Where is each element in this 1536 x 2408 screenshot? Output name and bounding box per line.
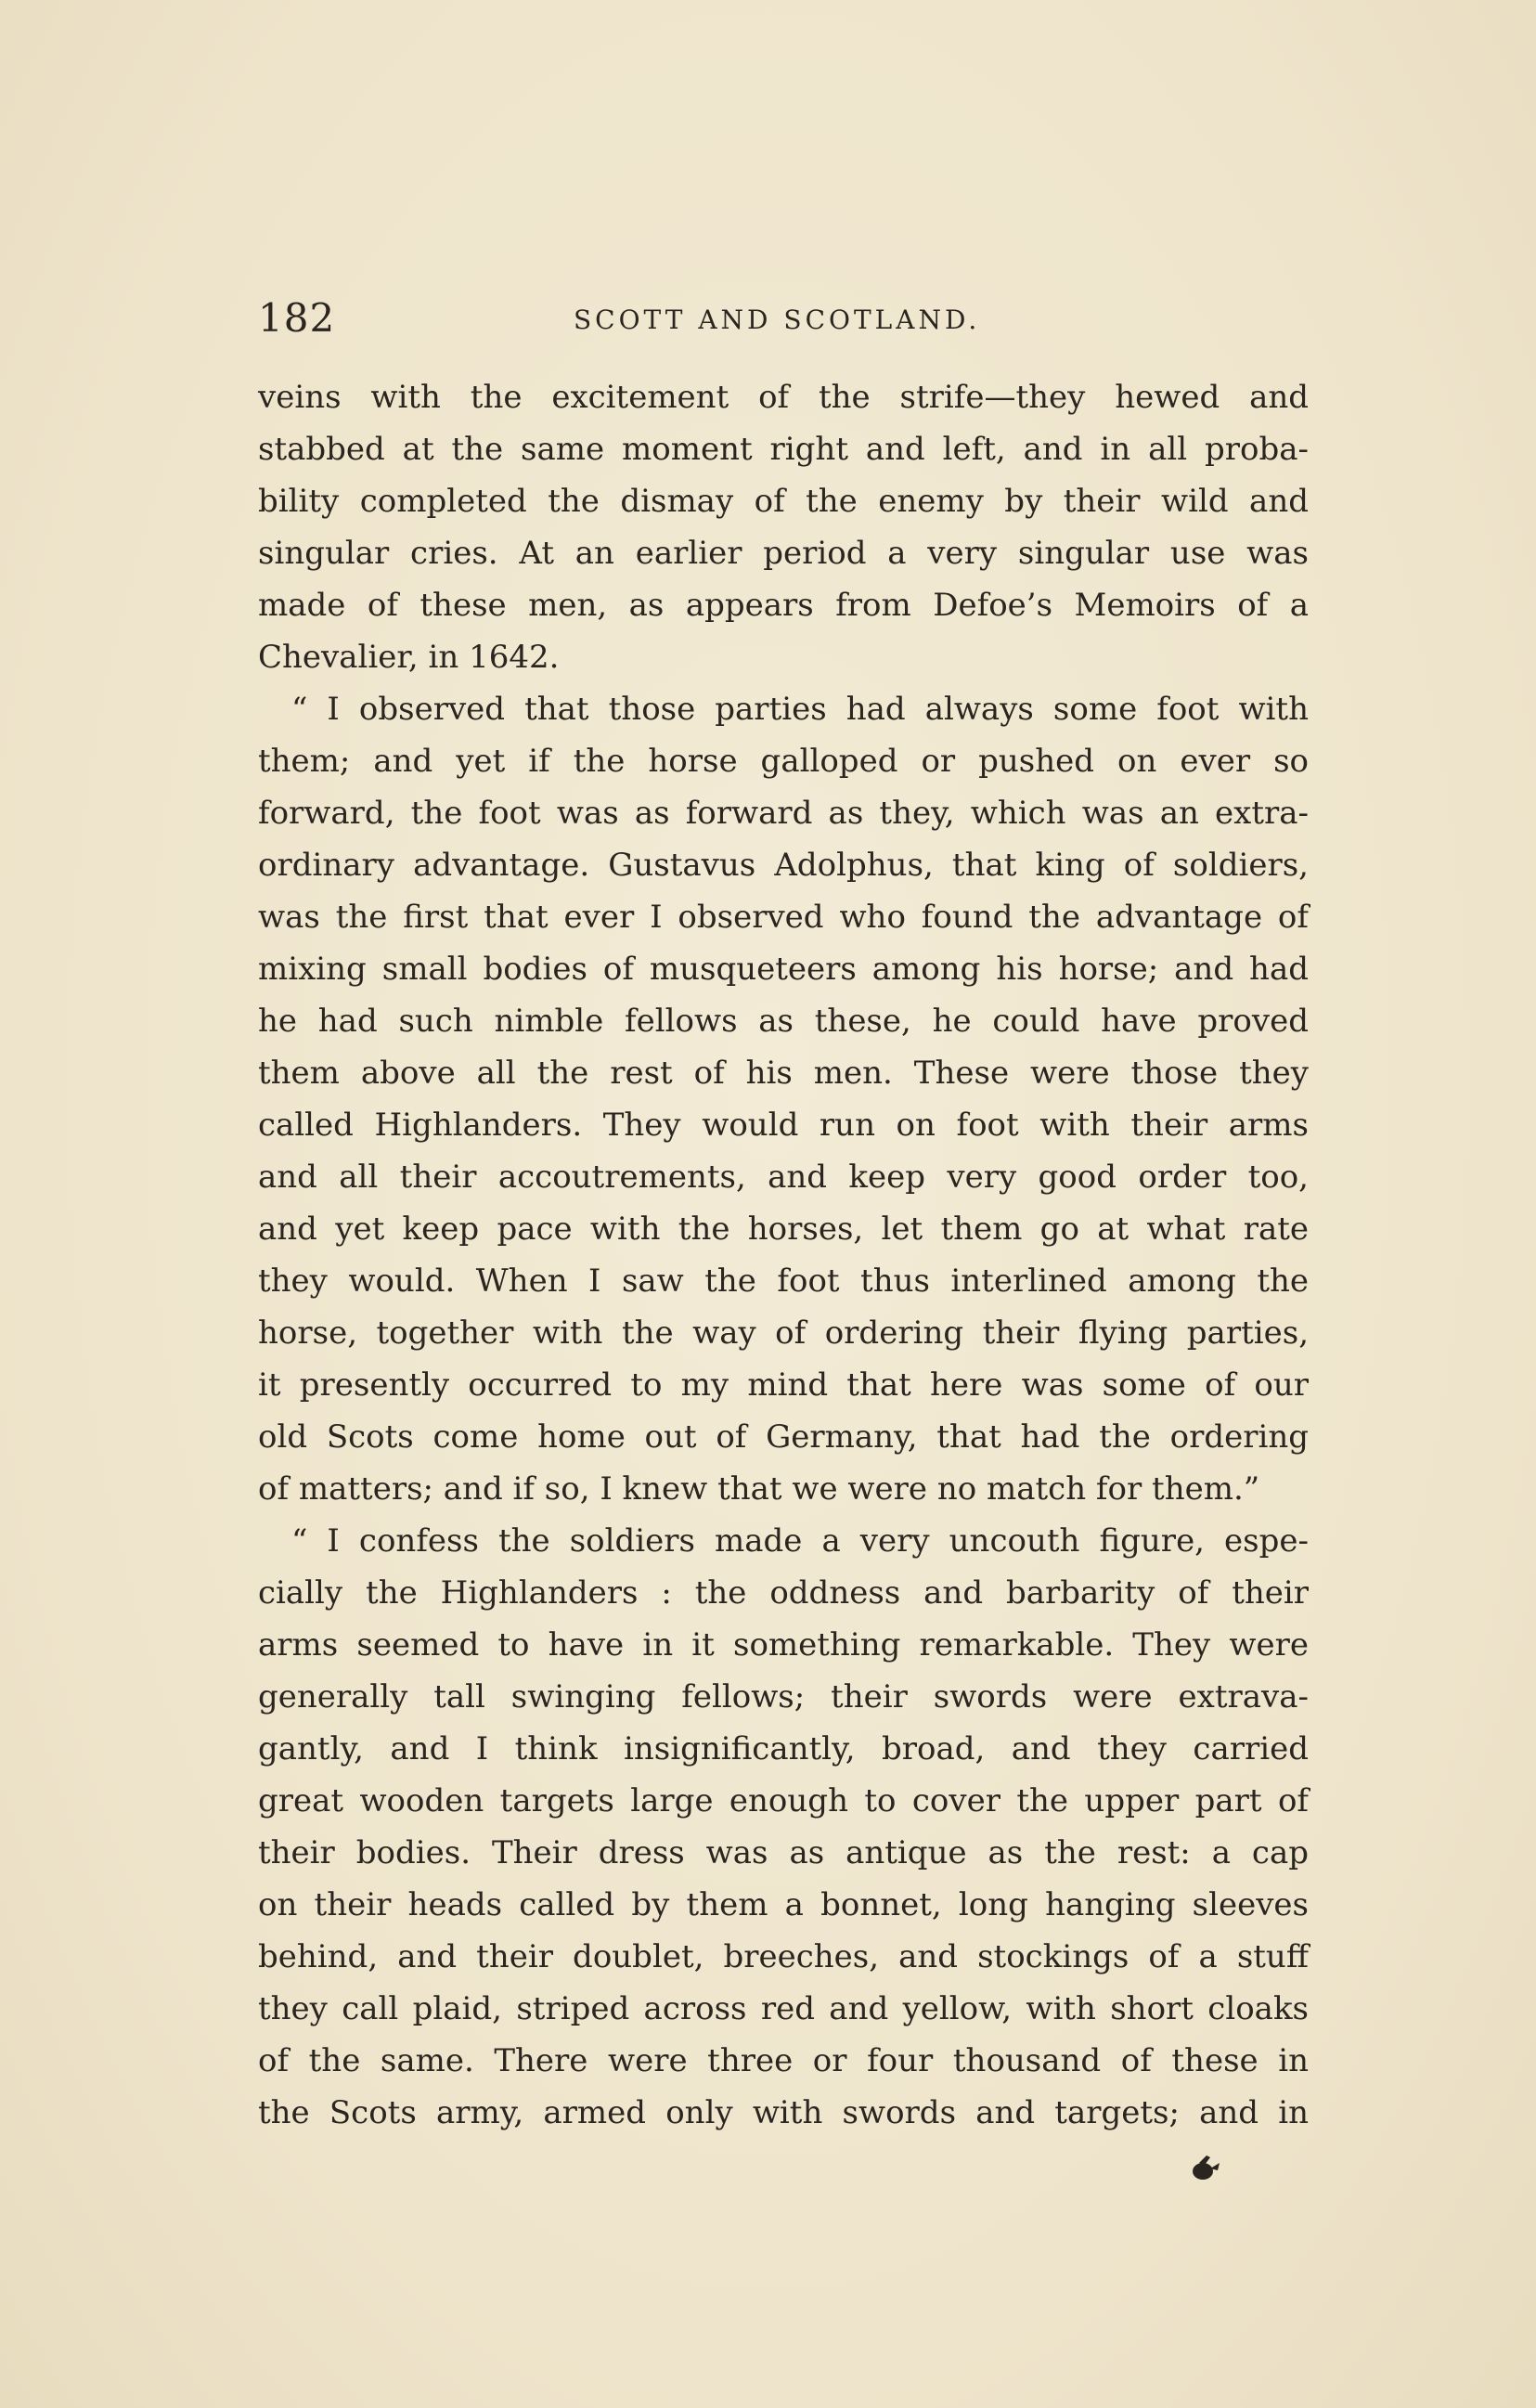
body-text — [258, 371, 1309, 2139]
text-line: bility completed the dismay of the enemy by their wild and — [258, 483, 1309, 520]
text-line: them above all the rest of his men. These were those they — [258, 1055, 1309, 1092]
text-line: arms seemed to have in it something remarkable. They were — [258, 1626, 1309, 1664]
text-line: made of these men, as appears from Defoe’s Memoirs of a — [258, 587, 1309, 624]
running-title: SCOTT AND SCOTLAND. — [574, 304, 981, 335]
page-number: 182 — [258, 295, 336, 341]
text-line: them; and yet if the horse galloped or pushed on ever so — [258, 743, 1309, 780]
text-line: Chevalier, in 1642. — [258, 639, 560, 676]
text-line: cially the Highlanders : the oddness and barbarity of their — [258, 1574, 1309, 1612]
text-line: was the first that ever I observed who found the advantage of — [258, 899, 1309, 936]
text-line: “ I confess the soldiers made a very uncouth figure, espe- — [291, 1522, 1309, 1560]
text-line: behind, and their doublet, breeches, and stockings of a stuff — [258, 1938, 1309, 1975]
text-line: horse, together with the way of ordering their flying parties, — [258, 1314, 1309, 1352]
text-line: generally tall swinging fellows; their swords were extrava- — [258, 1678, 1309, 1715]
text-line: they would. When I saw the foot thus interlined among the — [258, 1262, 1309, 1300]
text-line: ordinary advantage. Gustavus Adolphus, that king of soldiers, — [258, 847, 1309, 884]
page-header — [258, 295, 1316, 351]
text-line: stabbed at the same moment right and left, and in all proba- — [258, 431, 1309, 468]
text-line: singular cries. At an earlier period a very singular use was — [258, 535, 1309, 572]
text-line: “ I observed that those parties had always some foot with — [291, 691, 1309, 728]
text-line: and all their accoutrements, and keep very good order too, — [258, 1159, 1309, 1196]
text-line: mixing small bodies of musqueteers among his horse; and had — [258, 951, 1309, 988]
text-line: of matters; and if so, I knew that we were no match for them.” — [258, 1470, 1260, 1508]
text-line: gantly, and I think insignificantly, broad, and they carried — [258, 1730, 1309, 1767]
text-line: the Scots army, armed only with swords and targets; and in — [258, 2094, 1309, 2131]
text-line: old Scots come home out of Germany, that had the ordering — [258, 1418, 1309, 1456]
text-line: their bodies. Their dress was as antique as the rest: a cap — [258, 1834, 1309, 1871]
text-line: they call plaid, striped across red and yellow, with short cloaks — [258, 1990, 1309, 2027]
text-line: called Highlanders. They would run on foot with their arms — [258, 1107, 1309, 1144]
text-line: it presently occurred to my mind that here was some of our — [258, 1366, 1309, 1404]
text-line: and yet keep pace with the horses, let them go at what rate — [258, 1210, 1309, 1248]
text-line: great wooden targets large enough to cover the upper part of — [258, 1782, 1309, 1819]
text-line: on their heads called by them a bonnet, long hanging sleeves — [258, 1886, 1309, 1923]
text-line: he had such nimble fellows as these, he could have proved — [258, 1003, 1309, 1040]
text-line: of the same. There were three or four thousand of these in — [258, 2042, 1309, 2079]
text-line: veins with the excitement of the strife—they hewed and — [258, 379, 1309, 416]
text-line: forward, the foot was as forward as they, which was an extra- — [258, 795, 1309, 832]
printer-mark-icon — [1186, 2152, 1223, 2185]
